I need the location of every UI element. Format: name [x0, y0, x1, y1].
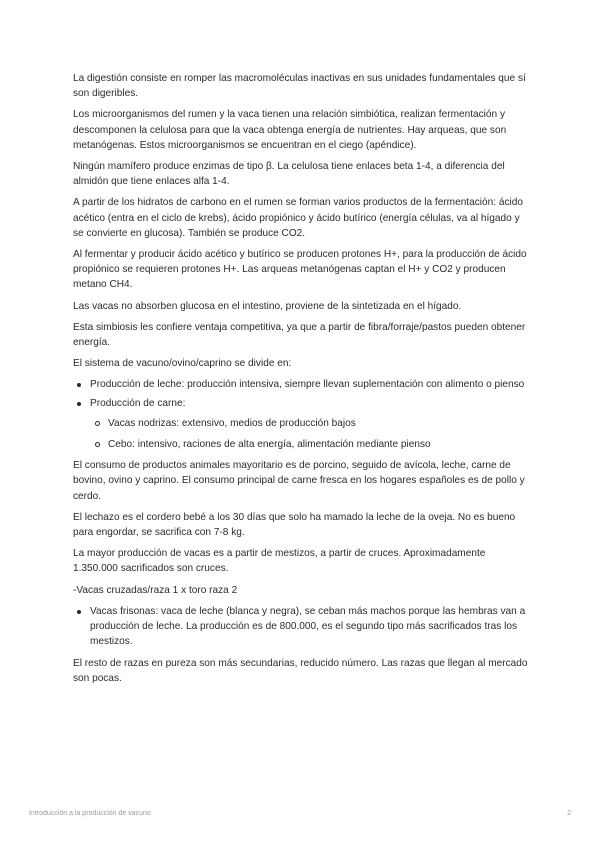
page-number: 2 [567, 810, 571, 817]
paragraph: El lechazo es el cordero bebé a los 30 días que solo ha mamado la leche de la oveja. No es bueno para engordar, se sacrifica con 7-8 kg. [73, 511, 516, 539]
list-item-text: Producción de leche: producción intensiva, siempre llevan suplementación con alimento o pienso [90, 379, 525, 391]
breed-list [73, 604, 529, 650]
list-item-text: Producción de carne: [90, 397, 186, 409]
list-item-text: Vacas frisonas: vaca de leche (blanca y negra), se ceban más machos porque las hembras van a producción de leche. La producción es de 800.000, es el segundo tipo más sacrificados tras los mestizos. [90, 605, 526, 648]
paragraph: El consumo de productos animales mayoritario es de porcino, seguido de avícola, leche, carne de bovino, ovino y caprino. El consumo principal de carne fresca en los hogares españoles es de pollo y cerdo. [73, 460, 525, 502]
footer-title: Introducción a la producción de vacuno [29, 810, 151, 817]
paragraph: A partir de los hidratos de carbono en el rumen se forman varios productos de la fermentación: ácido acético (entra en el ciclo de krebs), ácido propiónico y ácido butírico (energía células, va al hígado y se convierte en glucosa). También se produce CO2. [73, 197, 523, 239]
paragraph: Las vacas no absorben glucosa en el intestino, proviene de la sintetizada en el hígado. [73, 300, 462, 312]
paragraph: Al fermentar y producir ácido acético y butírico se producen protones H+, para la producción de ácido propiónico se requieren protones H+. Las arqueas metanógenas captan el H+ y CO2 y producen metano CH4. [73, 249, 527, 291]
paragraph: -Vacas cruzadas/raza 1 x toro raza 2 [73, 584, 238, 596]
document-body [73, 71, 529, 692]
meat-production-sublist [90, 416, 529, 452]
paragraph: El resto de razas en pureza son más secundarias, reducido número. Las razas que llegan al mercado son pocas. [73, 657, 528, 684]
paragraph: Los microorganismos del rumen y la vaca tienen una relación simbiótica, realizan fermentación y descomponen la celulosa para que la vaca obtenga energía de nutrientes. Hay arqueas, que son metanógenas. Estos microorganismos se encuentran en el ciego (apéndice). [73, 109, 507, 151]
paragraph: Ningún mamífero produce enzimas de tipo β. La celulosa tiene enlaces beta 1-4, a diferencia del almidón que tiene enlaces alfa 1-4. [73, 161, 505, 188]
list-item [73, 377, 529, 392]
sublist-item: Vacas nodrizas: extensivo, medios de producción bajos [90, 416, 529, 431]
paragraph: El sistema de vacuno/ovino/caprino se divide en: [73, 358, 292, 370]
paragraph: La mayor producción de vacas es a partir de mestizos, a partir de cruces. Aproximadamente 1.350.000 sacrificados son cruces. [73, 548, 486, 575]
production-list [73, 377, 529, 452]
list-item [73, 396, 529, 453]
list-item [73, 604, 529, 650]
paragraph: Esta simbiosis les confiere ventaja competitiva, ya que a partir de fibra/forraje/pastos pueden obtener energía. [73, 321, 526, 349]
sublist-item: Cebo: intensivo, raciones de alta energía, alimentación mediante pienso [90, 437, 529, 452]
paragraph: La digestión consiste en romper las macromoléculas inactivas en sus unidades fundamentales que sí son digeribles. [73, 73, 526, 100]
